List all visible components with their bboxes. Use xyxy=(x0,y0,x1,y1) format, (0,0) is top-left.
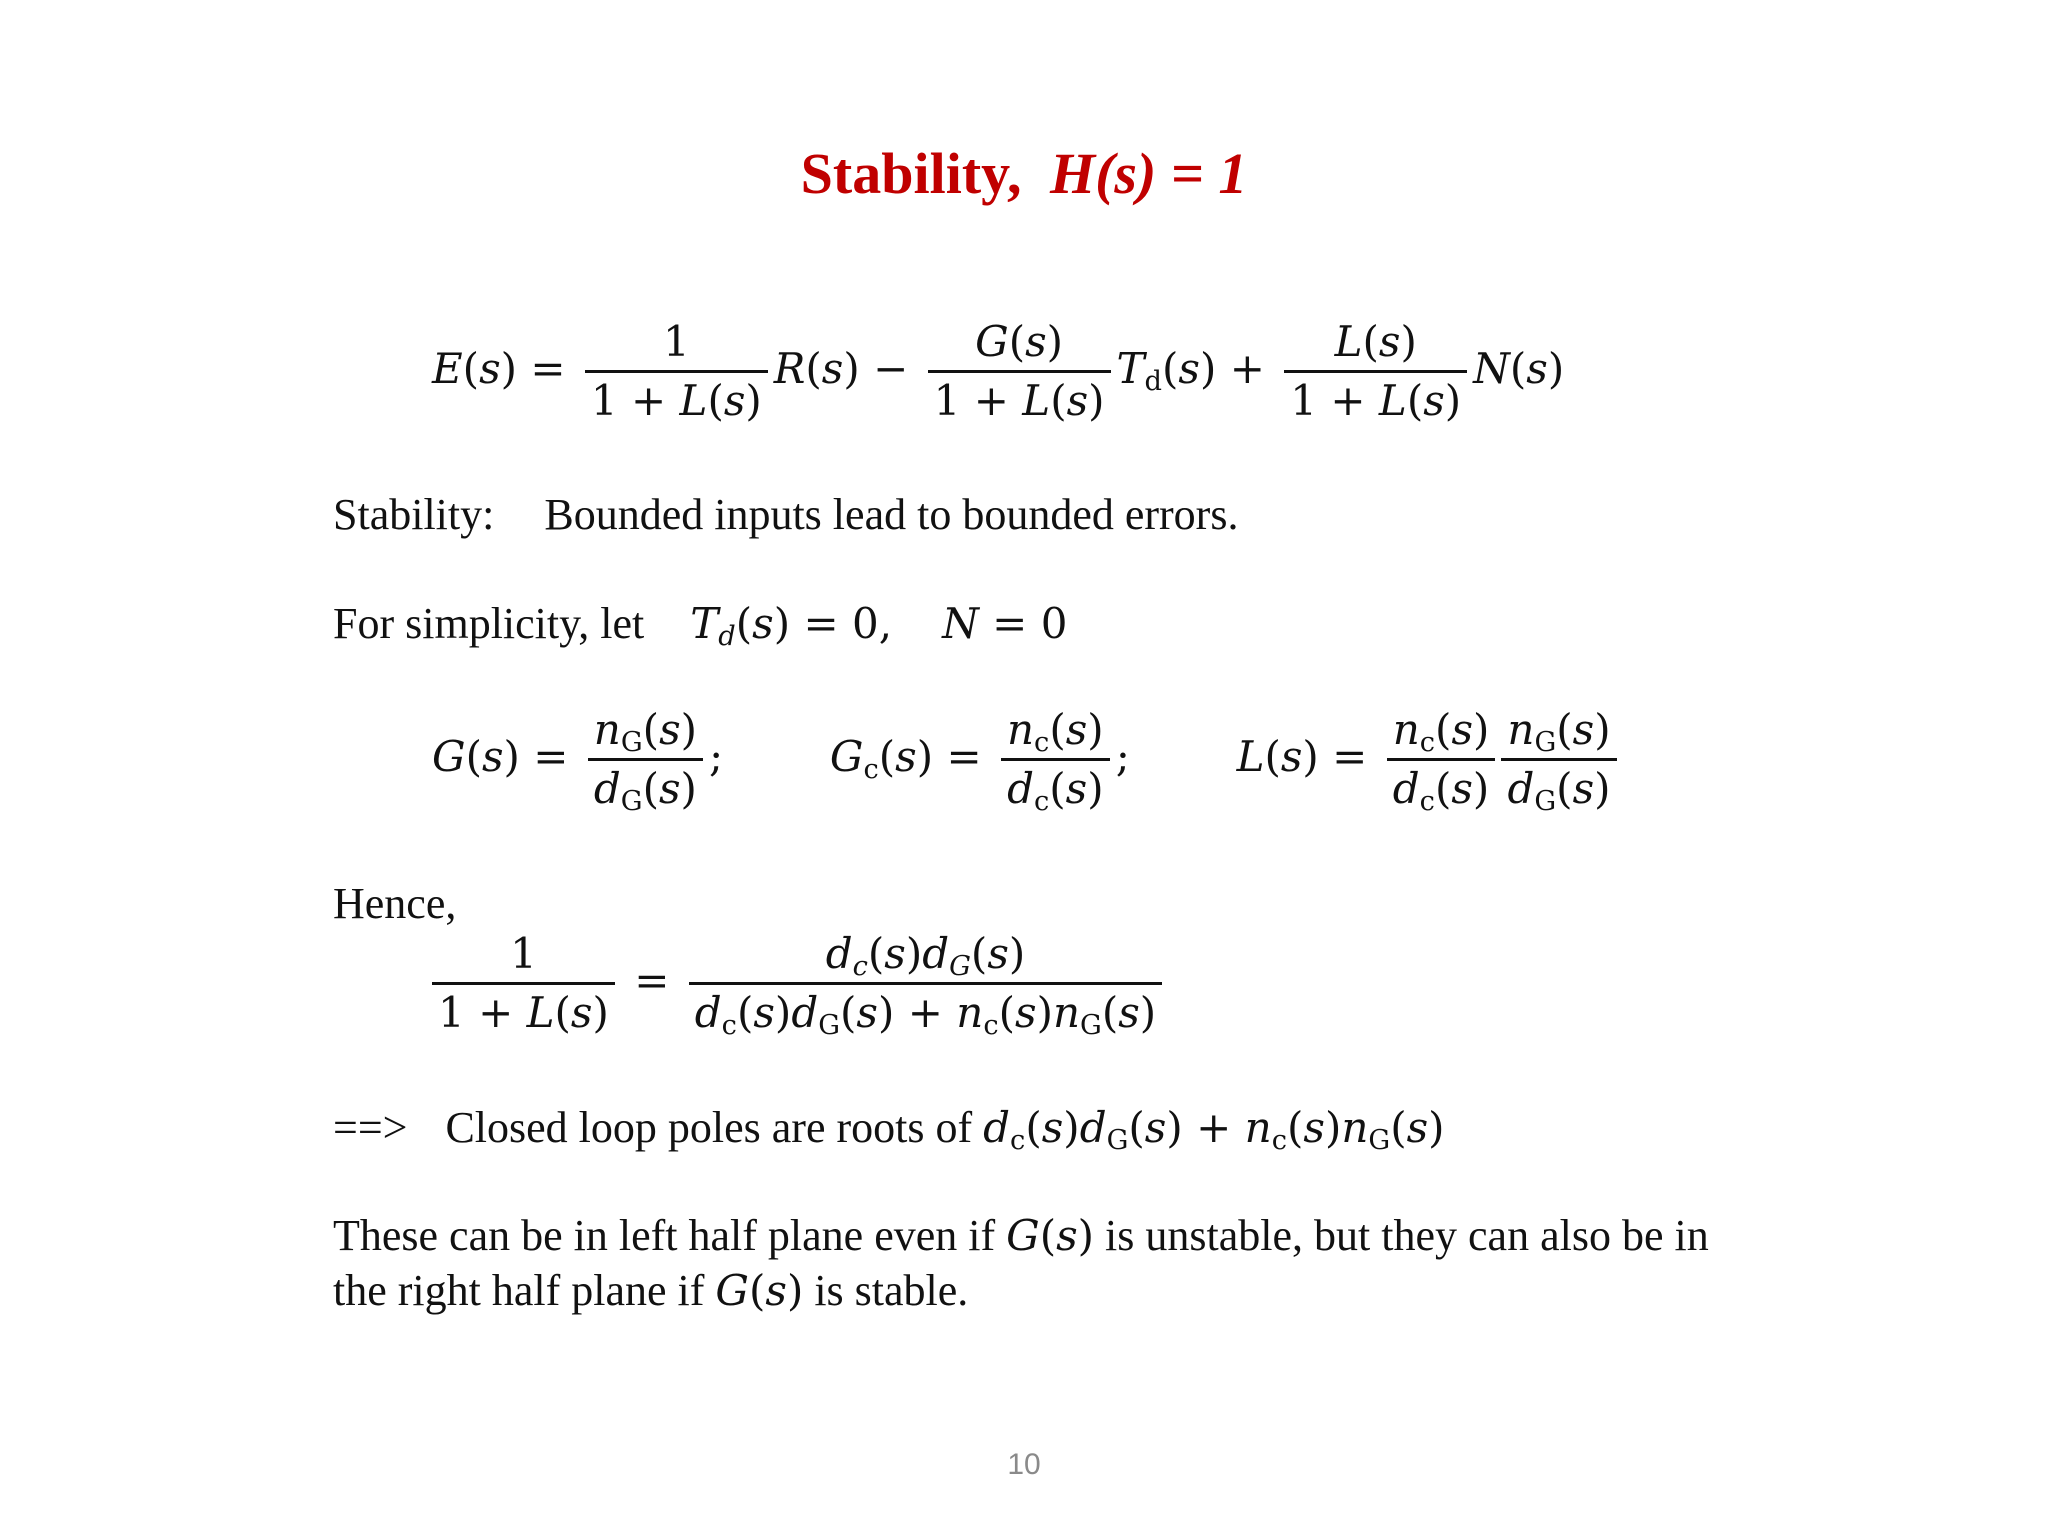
title-math: H(s) = 1 xyxy=(1049,141,1248,206)
conclusion-line2-a: the right half plane if xyxy=(333,1266,705,1315)
error-equation xyxy=(432,318,1564,426)
error-term3-signal: N(s) xyxy=(1473,343,1565,393)
definitions-row xyxy=(432,705,1623,818)
hence-label: Hence, xyxy=(333,879,457,928)
def-l-denominator-c: $d_c(s)$ xyxy=(1392,764,1490,818)
def-l-fraction-c xyxy=(1387,705,1496,818)
error-term1-fraction xyxy=(585,318,768,426)
def-gc-fraction xyxy=(1001,705,1110,818)
error-term1-signal: R(s) xyxy=(773,343,860,393)
error-term2-signal: $T_d(s)$ xyxy=(1116,343,1217,397)
error-term2-fraction xyxy=(928,318,1111,426)
page-number: 10 xyxy=(1007,1448,1041,1481)
conclusion-line1-math: G(s) xyxy=(1006,1211,1095,1260)
simplicity-line xyxy=(333,596,1067,651)
stability-line xyxy=(333,487,1238,542)
def-l-denominator-g: $d_G(s)$ xyxy=(1507,764,1611,818)
hence-rhs-fraction xyxy=(689,929,1162,1042)
stability-text: Bounded inputs lead to bounded errors. xyxy=(544,490,1239,539)
hence-rhs-numerator: $d_c(s)d_G(s)$ xyxy=(689,930,1162,985)
conclusion-line2-b: is stable. xyxy=(814,1266,969,1315)
def-g: G(s) = $\frac{n_G(s)}{d_G(s)}$ ; xyxy=(432,705,737,818)
stability-label: Stability: xyxy=(333,490,495,539)
error-term3-fraction xyxy=(1284,318,1467,426)
hence-rhs-denominator: $d_c(s)d_G(s) + n_c(s)n_G(s)$ xyxy=(694,988,1157,1042)
def-l-numerator-c: $n_c(s)$ xyxy=(1387,706,1496,761)
error-term2-numerator: G(s) xyxy=(928,318,1111,373)
def-l-numerator-g: $n_G(s)$ xyxy=(1501,706,1616,761)
def-l: L(s) = $\frac{n_c(s)}{d_c(s)}$ $\frac{n_G(s)}{d_G(s)}$ xyxy=(1237,732,1623,781)
error-op2: + xyxy=(1229,343,1265,393)
error-term3-numerator: L(s) xyxy=(1284,318,1467,373)
title-prefix: Stability, xyxy=(800,141,1022,206)
error-term1-denominator: 1 + L(s) xyxy=(590,376,762,426)
def-g-fraction xyxy=(588,705,703,818)
error-term3-denominator: 1 + L(s) xyxy=(1290,376,1462,426)
error-term2-denominator: 1 + L(s) xyxy=(933,376,1105,426)
error-op1: − xyxy=(873,343,909,393)
def-g-numerator: $n_G(s)$ xyxy=(588,706,703,761)
error-term1-numerator: 1 xyxy=(585,318,768,373)
error-equation-lhs: E(s) = xyxy=(432,343,566,393)
closed-loop-math: $d_c(s)d_G(s) + n_c(s)n_G(s)$ xyxy=(983,1103,1445,1156)
conclusion-line1-b: is unstable, but they can also be in xyxy=(1105,1211,1709,1260)
closed-loop-line xyxy=(333,1100,1445,1155)
hence-lhs-denominator: 1 + L(s) xyxy=(438,988,609,1038)
def-l-fraction-g xyxy=(1501,705,1616,818)
def-gc-numerator: $n_c(s)$ xyxy=(1001,706,1110,761)
def-gc: $G_c(s)$ = $\frac{n_c(s)}{d_c(s)}$ ; xyxy=(829,705,1144,818)
closed-loop-text: Closed loop poles are roots of xyxy=(445,1103,973,1152)
def-g-denominator: $d_G(s)$ xyxy=(593,764,697,818)
simplicity-math-td: $T_d(s) = 0$, xyxy=(690,599,893,652)
simplicity-text: For simplicity, let xyxy=(333,599,645,648)
closed-loop-arrow: ==> xyxy=(333,1103,408,1152)
slide-title xyxy=(0,140,2048,207)
conclusion-line2-math: G(s) xyxy=(715,1266,804,1315)
hence-equals: = xyxy=(634,955,670,1005)
def-gc-denominator: $d_c(s)$ xyxy=(1007,764,1104,818)
conclusion-line-2 xyxy=(333,1263,968,1318)
hence-lhs-fraction xyxy=(432,930,615,1038)
conclusion-line1-a: These can be in left half plane even if xyxy=(333,1211,996,1260)
simplicity-math-n: N = 0 xyxy=(942,599,1068,648)
hence-equation xyxy=(432,929,1168,1042)
hence-lhs-numerator: 1 xyxy=(432,930,615,985)
conclusion-line-1 xyxy=(333,1208,1709,1263)
